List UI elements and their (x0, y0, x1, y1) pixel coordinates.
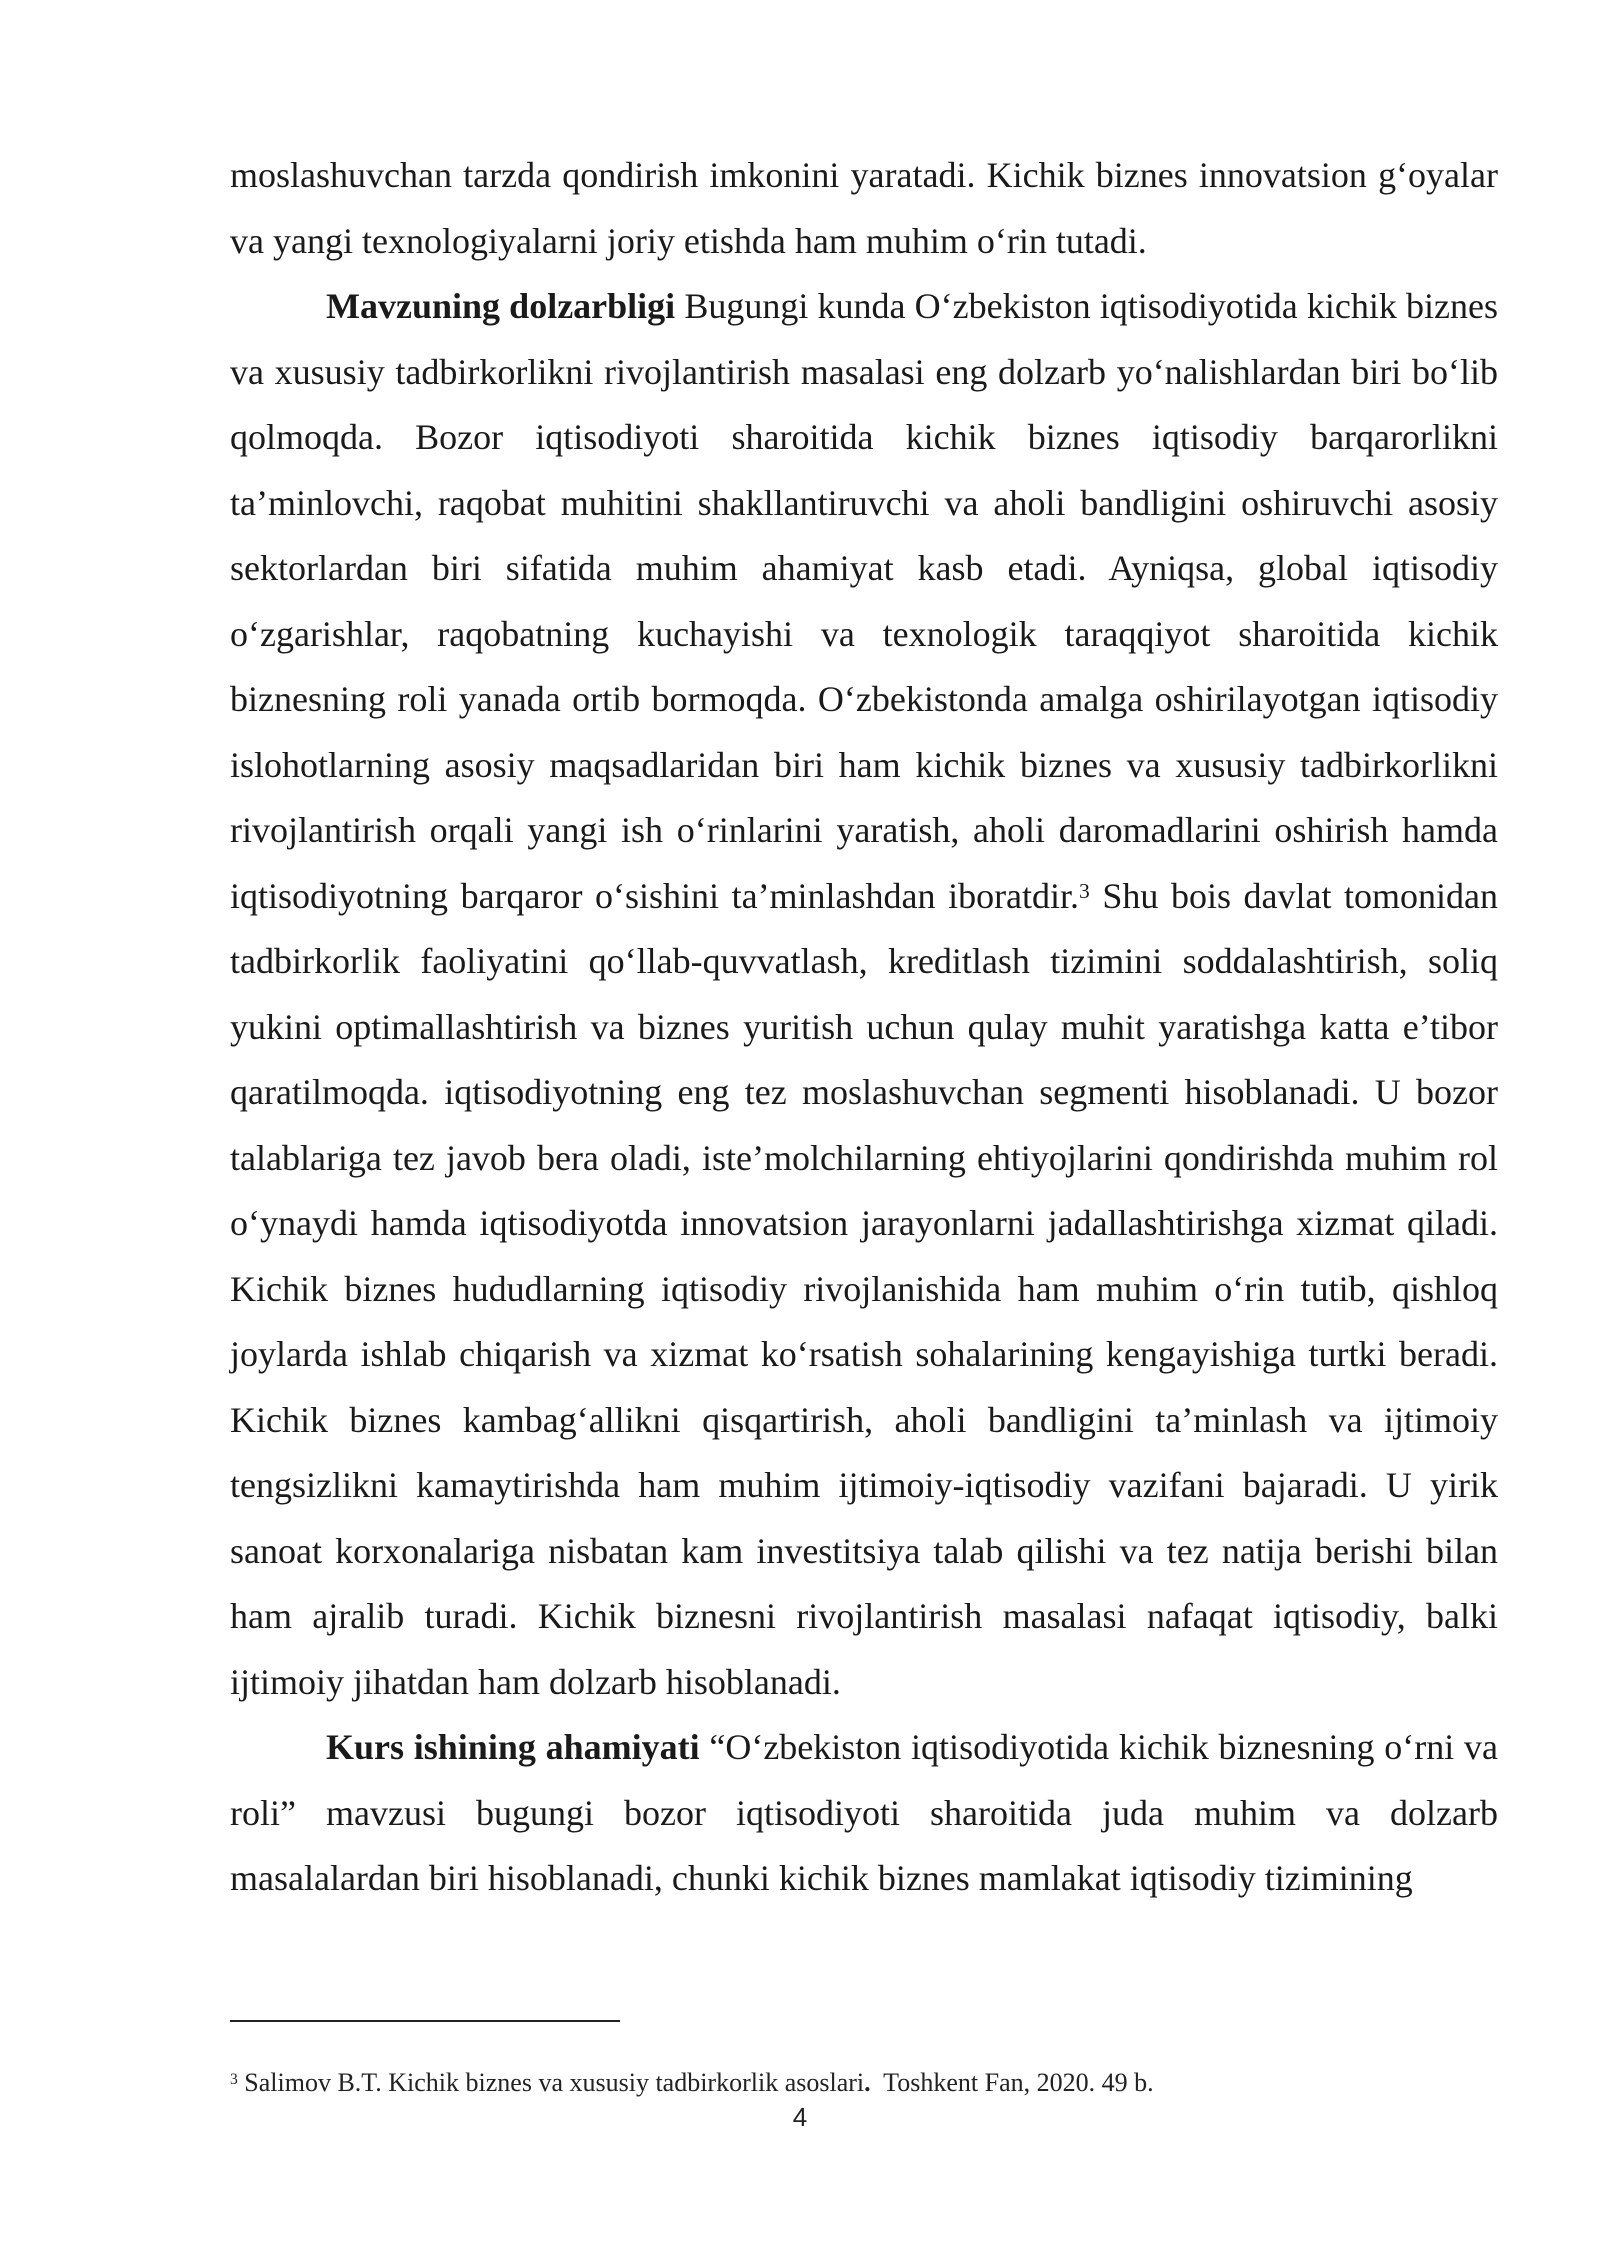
footnote-reference[interactable]: 3 (1079, 878, 1090, 903)
paragraph-relevance (230, 274, 1498, 1715)
paragraph-text: Bugungi kunda O‘zbekiston iqtisodiyotida kichik biznes va xususiy tadbirkorlikni rivojlantirish masalasi eng dolzarb yo‘nalishlardan biri bo‘lib qolmoqda. Bozor iqtisodiyoti sharoitida kichik biznes iqtisodiy barqarorlikni ta’minlovchi, raqobat muhitini shakllantiruvchi va aholi bandligini oshiruvchi asosiy sektorlardan biri sifatida muhim ahamiyat kasb etadi. Ayniqsa, global iqtisodiy o‘zgarishlar, raqobatning kuchayishi va texnologik taraqqiyot sharoitida kichik biznesning roli yanada ortib bormoqda. O‘zbekistonda amalga oshirilayotgan iqtisodiy islohotlarning asosiy maqsadlaridan biri ham kichik biznes va xususiy tadbirkorlikni rivojlantirish orqali yangi ish o‘rinlarini yaratish, aholi daromadlarini oshirish hamda iqtisodiyotning barqaror o‘sishini ta’minlashdan iboratdir. (230, 286, 1498, 916)
paragraph-text: Shu bois davlat tomonidan tadbirkorlik faoliyatini qo‘llab-quvvatlash, kreditlash tizimini soddalashtirish, soliq yukini optimallashtirish va biznes yuritish uchun qulay muhit yaratishga katta e’tibor qaratilmoqda. iqtisodiyotning eng tez moslashuvchan segmenti hisoblanadi. U bozor talablariga tez javob bera oladi, iste’molchilarning ehtiyojlarini qondirishda muhim rol o‘ynaydi hamda iqtisodiyotda innovatsion jarayonlarni jadallashtirishga xizmat qiladi. Kichik biznes hududlarning iqtisodiy rivojlanishida ham muhim o‘rin tutib, qishloq joylarda ishlab chiqarish va xizmat ko‘rsatish sohalarining kengayishiga turtki beradi. Kichik biznes kambag‘allikni qisqartirish, aholi bandligini ta’minlash va ijtimoiy tengsizlikni kamaytirishda ham muhim ijtimoiy-iqtisodiy vazifani bajaradi. U yirik sanoat korxonalariga nisbatan kam investitsiya talab qilishi va tez natija berishi bilan ham ajralib turadi. Kichik biznesni rivojlantirish masalasi nafaqat iqtisodiy, balki ijtimoiy jihatdan ham dolzarb hisoblanadi. (230, 875, 1498, 1702)
paragraph-text: “O‘zbekiston iqtisodiyotida kichik biznesning o‘rni va roli” mavzusi bugungi bozor iqtisodiyoti sharoitida juda muhim va dolzarb masalalardan biri hisoblanadi, chunki kichik biznes mamlakat iqtisodiy tizimining (230, 1727, 1498, 1898)
footnote-separator (230, 2020, 620, 2022)
paragraph-text: moslashuvchan tarzda qondirish imkonini yaratadi. Kichik biznes innovatsion g‘oyalar va yangi texnologiyalarni joriy etishda ham muhim o‘rin tutadi. (230, 155, 1498, 261)
footnote (230, 2066, 1154, 2100)
footnote-text: Salimov B.T. Kichik biznes va xususiy tadbirkorlik asoslari (237, 2068, 865, 2097)
paragraph-significance (230, 1715, 1498, 1912)
page-number: 4 (792, 2102, 808, 2132)
paragraph-continuation (230, 143, 1498, 274)
paragraph-heading-relevance: Mavzuning dolzarbligi (326, 286, 676, 326)
footnote-separator-dot: . (864, 2068, 871, 2097)
footnote-number: 3 (230, 2070, 238, 2088)
footnote-source: Toshkent Fan, 2020. 49 b. (870, 2068, 1154, 2097)
paragraph-heading-significance: Kurs ishining ahamiyati (326, 1727, 700, 1767)
body-text (230, 143, 1498, 1912)
